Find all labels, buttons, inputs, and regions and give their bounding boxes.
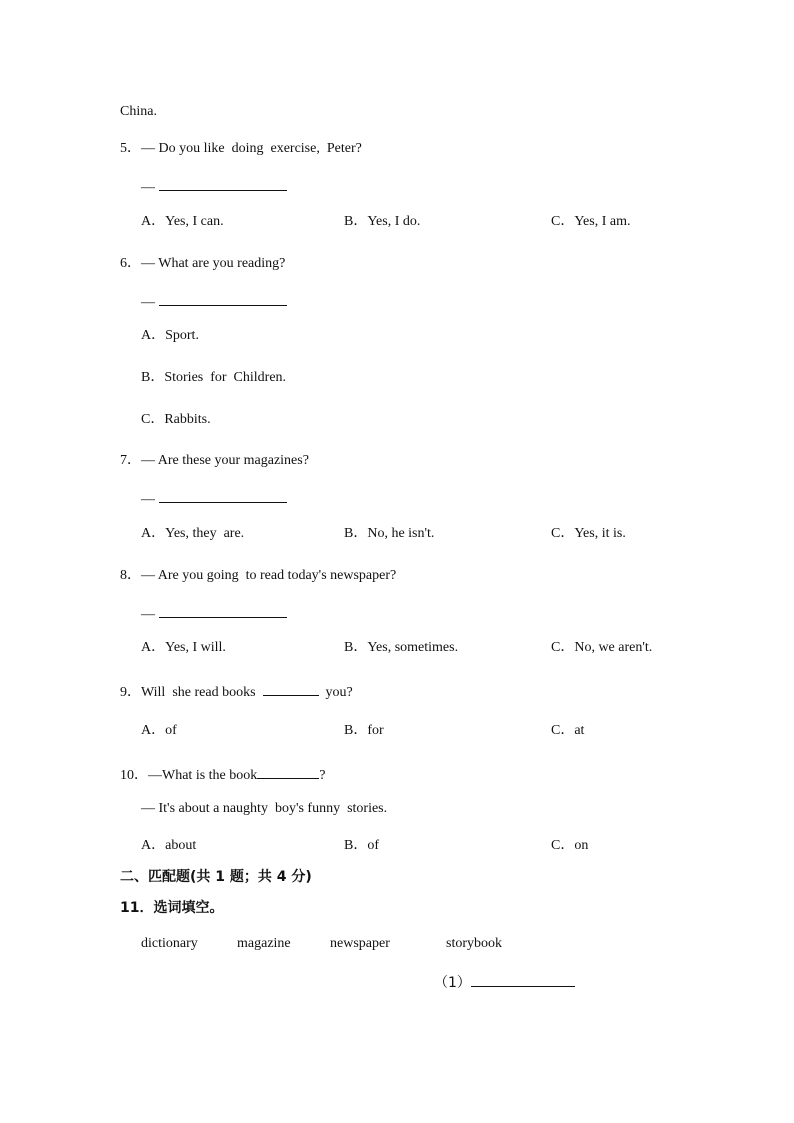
answer-blank[interactable] [159,488,287,503]
previous-question-tail: China. [120,104,157,119]
word-bank-item: storybook [446,936,502,951]
answer-blank[interactable] [257,764,319,779]
question-7-answer-line: — [141,488,287,509]
answer-blank[interactable] [471,972,575,987]
q8-option-b[interactable]: B．Yes, sometimes. [344,640,459,655]
question-10-reply: — It's about a naughty boy's funny stories. [141,801,388,816]
answer-blank[interactable] [263,681,319,696]
question-10-stem: 10．—What is the book ? [120,764,325,785]
answer-blank[interactable] [159,176,287,191]
question-11-stem: 11．选词填空。 [120,900,224,916]
q6-option-b[interactable]: B．Stories for Children. [141,370,287,385]
question-5-stem: 5．— Do you like doing exercise, Peter? [120,141,362,156]
q5-option-b[interactable]: B．Yes, I do. [344,214,421,229]
q7-option-c[interactable]: C．Yes, it is. [551,526,626,541]
q10-option-a[interactable]: A．about [141,838,197,853]
word-bank-item: dictionary [141,936,198,951]
word-bank-item: newspaper [330,936,390,951]
q10-option-b[interactable]: B．of [344,838,379,853]
q6-option-a[interactable]: A．Sport. [141,328,199,343]
question-8-answer-line: — [141,603,287,624]
question-6-stem: 6．— What are you reading? [120,256,286,271]
answer-blank[interactable] [159,291,287,306]
q9-option-a[interactable]: A．of [141,723,177,738]
q9-option-c[interactable]: C．at [551,723,585,738]
q6-option-c[interactable]: C．Rabbits. [141,412,211,427]
q5-option-c[interactable]: C．Yes, I am. [551,214,631,229]
question-9-stem: 9．Will she read books you? [120,681,353,702]
q8-option-c[interactable]: C．No, we aren't. [551,640,653,655]
q7-option-a[interactable]: A．Yes, they are. [141,526,245,541]
q9-option-b[interactable]: B．for [344,723,384,738]
question-8-stem: 8．— Are you going to read today's newspaper? [120,568,397,583]
answer-blank[interactable] [159,603,287,618]
q5-option-a[interactable]: A．Yes, I can. [141,214,224,229]
section-2-heading: 二、匹配题(共 1 题；共 4 分) [120,869,312,885]
question-6-answer-line: — [141,291,287,312]
q7-option-b[interactable]: B．No, he isn't. [344,526,435,541]
question-7-stem: 7．— Are these your magazines? [120,453,309,468]
question-11-item-1: （1） [434,972,575,992]
q8-option-a[interactable]: A．Yes, I will. [141,640,226,655]
question-5-answer-line: — [141,176,287,197]
q10-option-c[interactable]: C．on [551,838,589,853]
word-bank-item: magazine [237,936,291,951]
